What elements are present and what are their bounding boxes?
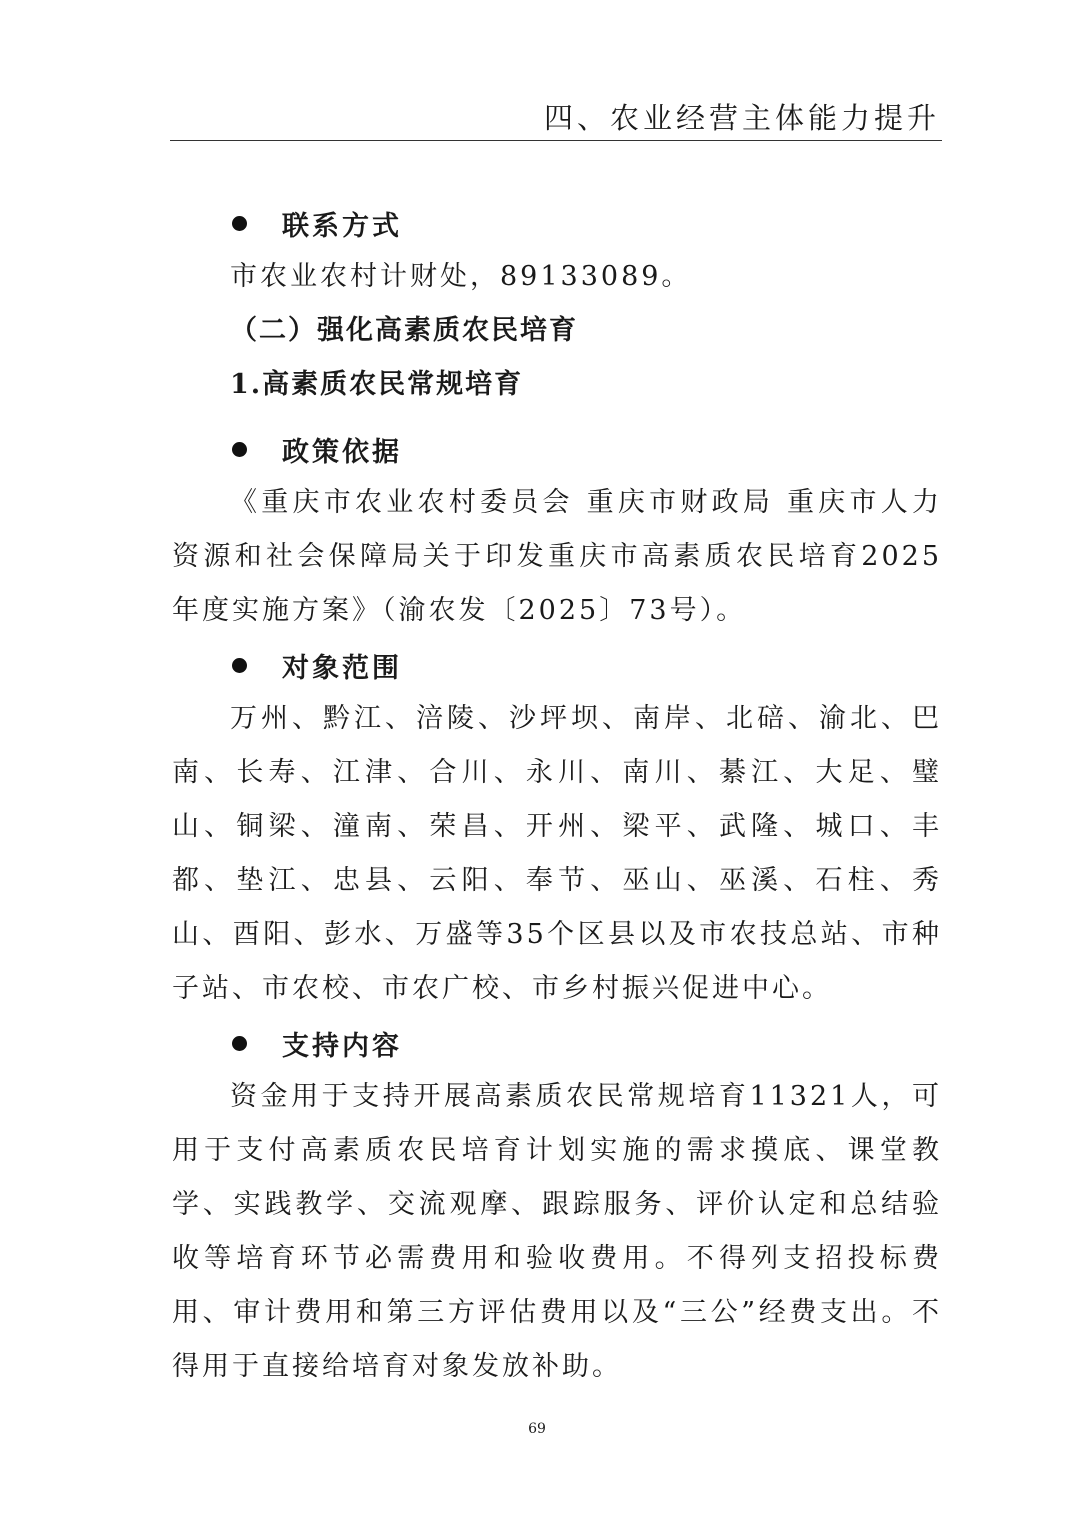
bullet-icon (232, 442, 247, 457)
contact-text: 市农业农村计财处，89133089。 (230, 261, 692, 292)
page-number: 69 (528, 1421, 546, 1437)
contact-heading-label: 联系方式 (282, 210, 402, 242)
subsection-title: 1.高素质农民常规培育 (230, 369, 524, 400)
scope-heading (172, 638, 942, 692)
support-heading (172, 1016, 942, 1070)
running-header: 四、农业经营主体能力提升 (543, 101, 940, 135)
bullet-icon (232, 1036, 247, 1051)
policy-text: 《重庆市农业农村委员会 重庆市财政局 重庆市人力资源和社会保障局关于印发重庆市高素质农民培育2025年度实施方案》（渝农发〔2025〕73号）。 (172, 487, 942, 626)
section-title: （二）强化高素质农民培育 (230, 315, 578, 346)
scope-heading-label: 对象范围 (282, 652, 402, 684)
support-text: 资金用于支持开展高素质农民常规培育11321人，可用于支付高素质农民培育计划实施的需求摸底、课堂教学、实践教学、交流观摩、跟踪服务、评价认定和总结验收等培育环节必需费用和验收费用。不得列支招投标费用、审计费用和第三方评估费用以及“三公”经费支出。不得用于直接给培育对象发放补助。 (172, 1081, 942, 1382)
bullet-icon (232, 216, 247, 231)
header-divider (170, 140, 942, 141)
policy-heading-label: 政策依据 (282, 436, 402, 468)
contact-heading (172, 196, 942, 250)
bullet-icon (232, 658, 247, 673)
scope-text: 万州、黔江、涪陵、沙坪坝、南岸、北碚、渝北、巴南、长寿、江津、合川、永川、南川、綦江、大足、璧山、铜梁、潼南、荣昌、开州、梁平、武隆、城口、丰都、垫江、忠县、云阳、奉节、巫山、巫溪、石柱、秀山、酉阳、彭水、万盛等35个区县以及市农技总站、市种子站、市农校、市农广校、市乡村振兴促进中心。 (172, 703, 942, 1004)
policy-heading (172, 422, 942, 476)
page-content (172, 196, 942, 1394)
support-heading-label: 支持内容 (282, 1030, 402, 1062)
